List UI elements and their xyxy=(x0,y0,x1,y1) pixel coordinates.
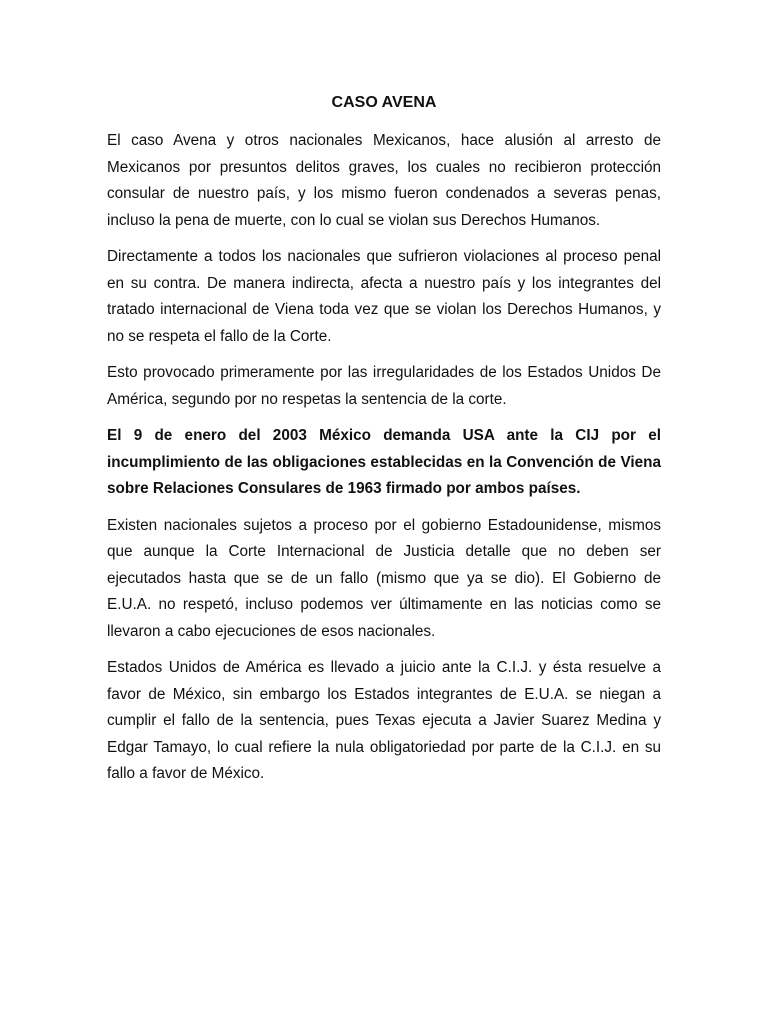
paragraph-causes: Esto provocado primeramente por las irregularidades de los Estados Unidos De América, segundo por no respetas la sentencia de la corte. xyxy=(107,364,661,408)
paragraph-arrest-context: El caso Avena y otros nacionales Mexicanos, hace alusión al arresto de Mexicanos por presuntos delitos graves, los cuales no recibieron protección consular de nuestro país, y los mismo fueron condenados a severas penas, incluso la pena de muerte, con lo cual se violan sus Derechos Humanos. xyxy=(107,132,661,229)
document-title: CASO AVENA xyxy=(331,94,437,111)
paragraph-affected-parties: Directamente a todos los nacionales que sufrieron violaciones al proceso penal en su contra. De manera indirecta, afecta a nuestro país y los integrantes del tratado internacional de Viena toda vez que se violan los Derechos Humanos, y no se respeta el fallo de la Corte. xyxy=(107,248,661,345)
paragraph-ruling-outcome: Estados Unidos de América es llevado a juicio ante la C.I.J. y ésta resuelve a favor de México, sin embargo los Estados integrantes de E.U.A. se niegan a cumplir el fallo de la sentencia, pues Texas ejecuta a Javier Suarez Medina y Edgar Tamayo, lo cual refiere la nula obligatoriedad por parte de la C.I.J. en su fallo a favor de México. xyxy=(107,659,661,782)
paragraph-lawsuit-date: El 9 de enero del 2003 México demanda USA ante la CIJ por el incumplimiento de las obligaciones establecidas en la Convención de Viena sobre Relaciones Consulares de 1963 firmado por ambos países. xyxy=(107,427,661,497)
paragraph-pending-nationals: Existen nacionales sujetos a proceso por el gobierno Estadounidense, mismos que aunque la Corte Internacional de Justicia detalle que no deben ser ejecutados hasta que se de un fallo (mismo que ya se dio). El Gobierno de E.U.A. no respetó, incluso podemos ver últimamente en las noticias como se llevaron a cabo ejecuciones de esos nacionales. xyxy=(107,516,661,640)
document-page xyxy=(107,93,661,798)
